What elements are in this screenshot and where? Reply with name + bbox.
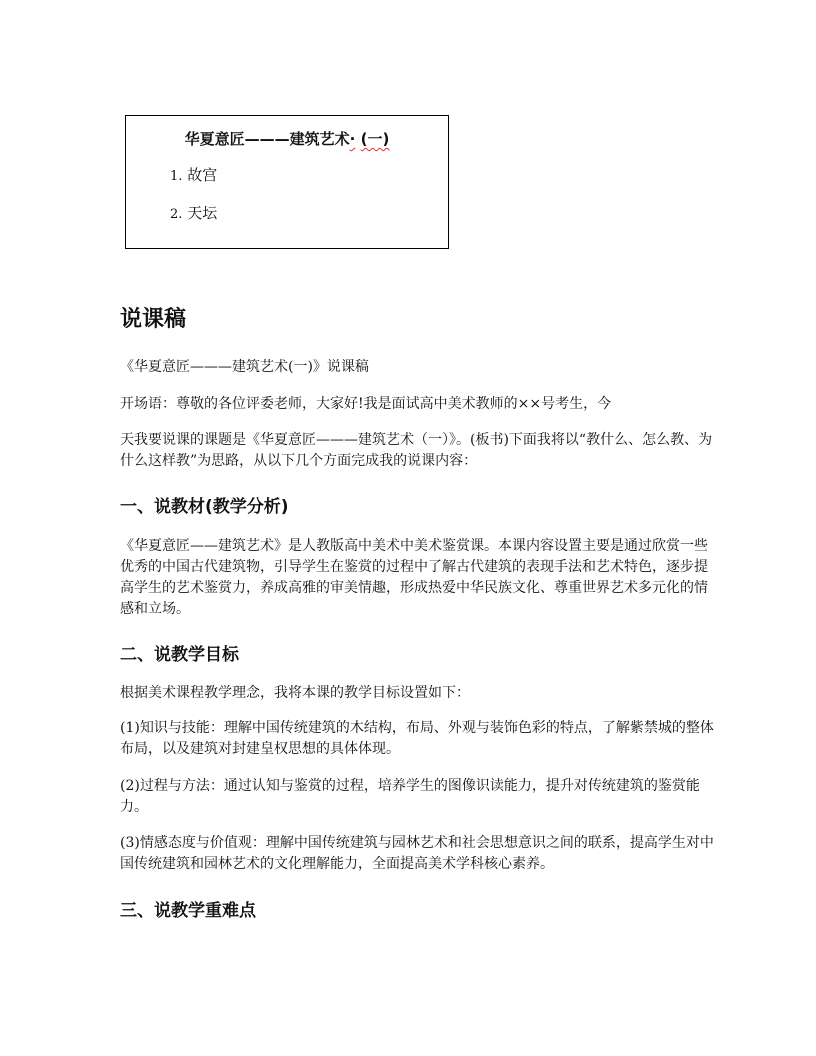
- section1-body: 《华夏意匠——建筑艺术》是人教版高中美术中美术鉴赏课。本课内容设置主要是通过欣赏一些优秀的中国古代建筑物，引导学生在鉴赏的过程中了解古代建筑的表现手法和艺术特色，逐步提高学生的艺术鉴赏力，养成高雅的审美情趣，形成热爱中华民族文化、尊重世界艺术多元化的情感和立场。: [120, 538, 708, 617]
- goal-emotion: (3)情感态度与价值观：理解中国传统建筑与园林艺术和社会思想意识之间的联系，提高学生对中国传统建筑和园林艺术的文化理解能力，全面提高美术学科核心素养。: [120, 835, 714, 872]
- board-item-number: 1.: [170, 169, 183, 184]
- section3-heading: 三、说教学重难点: [120, 901, 256, 921]
- blackboard-outline-box: [125, 115, 449, 249]
- goal-process: (2)过程与方法：通过认知与鉴赏的过程，培养学生的图像识读能力，提升对传统建筑的鉴赏能力。: [120, 778, 700, 815]
- opening-paragraph: 开场语：尊敬的各位评委老师，大家好!我是面试高中美术教师的××号考生，今: [120, 396, 612, 412]
- board-title: [126, 128, 448, 149]
- document-subtitle: 《华夏意匠———建筑艺术(一)》说课稿: [120, 359, 369, 375]
- board-item-2: [170, 202, 217, 223]
- board-title-part: (一): [360, 130, 390, 148]
- board-item-number: 2.: [170, 207, 183, 222]
- document-title: 说课稿: [120, 307, 187, 332]
- intro-paragraph: 天我要说课的课题是《华夏意匠———建筑艺术（一）》。(板书)下面我将以“教什么、怎么教、为什么这样教”为思路，从以下几个方面完成我的说课内容：: [120, 432, 713, 469]
- section2-intro: 根据美术课程教学理念，我将本课的教学目标设置如下：: [120, 685, 470, 701]
- board-item-label: 天坛: [187, 204, 218, 222]
- section2-heading: 二、说教学目标: [120, 645, 239, 665]
- board-item-label: 故宫: [187, 166, 218, 184]
- goal-knowledge: (1)知识与技能：理解中国传统建筑的木结构，布局、外观与装饰色彩的特点，了解紫禁城的整体布局，以及建筑对封建皇权思想的具体体现。: [120, 720, 714, 757]
- board-item-1: [170, 164, 217, 185]
- section1-heading: 一、说教材(教学分析): [120, 497, 289, 517]
- board-title-separator: ·: [349, 130, 356, 148]
- board-title-main: 华夏意匠———建筑艺术: [184, 130, 350, 148]
